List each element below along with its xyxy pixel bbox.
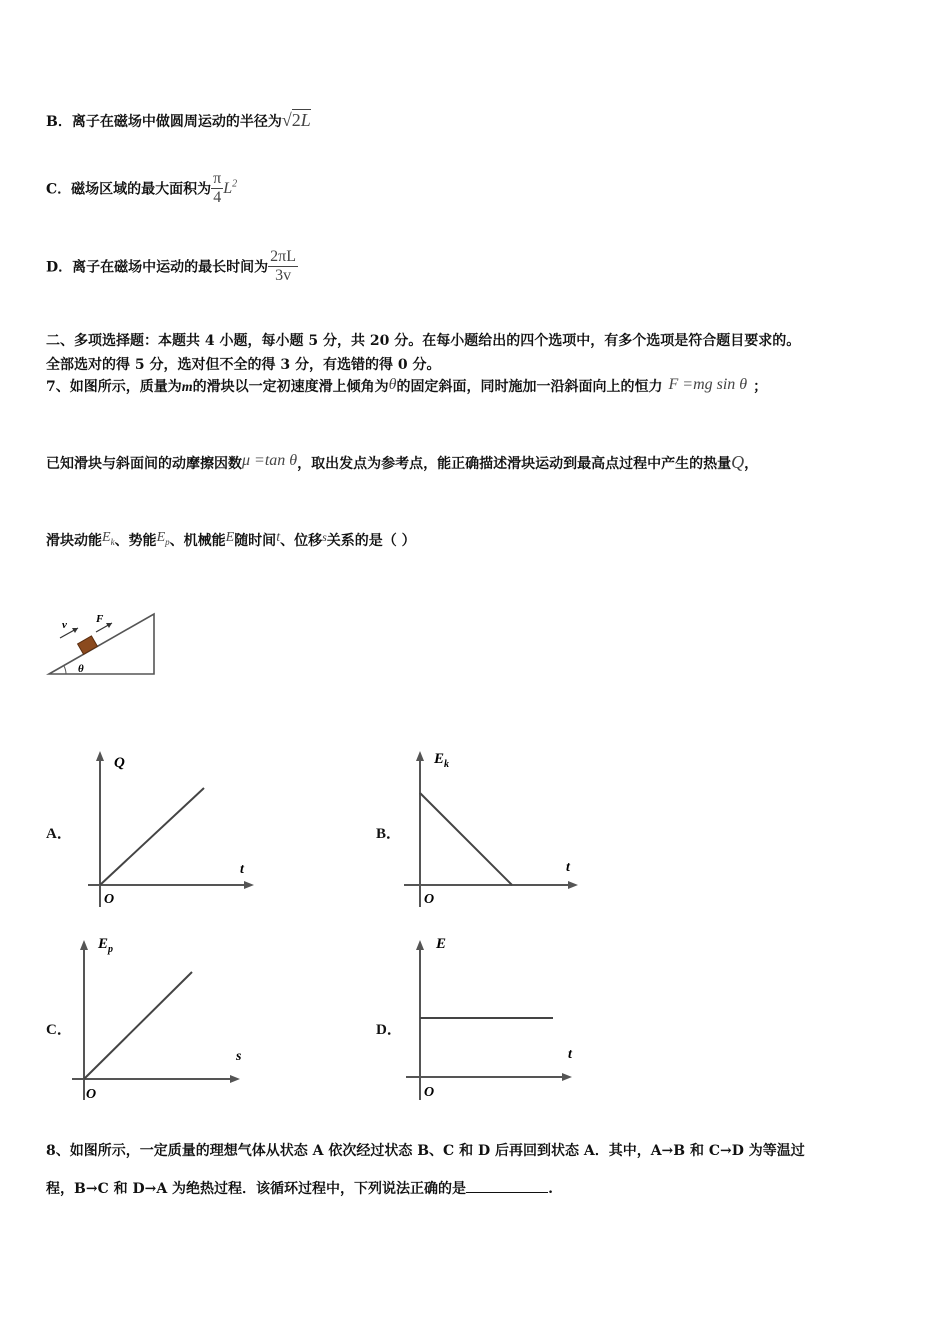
section2-line2: 全部选对的得 5 分，选对但不全的得 3 分，有选错的得 0 分。 <box>46 357 441 373</box>
q7-line2: 已知滑块与斜面间的动摩擦因数μ =tan θ，取出发点为参考点，能正确描述滑块运动到最高点过程中产生的热量Q， <box>46 452 759 472</box>
q6-option-c-var: $L^2$ <box>223 178 238 197</box>
q6-option-c-fraction: $\frac{\pi}{4}$ <box>213 170 222 206</box>
q6-option-d-fraction: $\frac{2\pi L}{3v}$ <box>270 248 296 284</box>
section2-line1: 二、多项选择题：本题共 4 小题，每小题 5 分，共 20 分。在每小题给出的四个选项中，有多个选项是符合题目要求的。 <box>46 333 801 349</box>
option-c-y-axis: $E_p$ <box>98 936 114 955</box>
q7-ek-symbol: $E_k$ <box>102 530 115 547</box>
q6-option-b-text: B．离子在磁场中做圆周运动的半径为 <box>46 114 282 130</box>
q6-option-c <box>46 170 237 207</box>
q7-ep-symbol: $E_p$ <box>156 530 170 547</box>
q6-option-d-text: D．离子在磁场中运动的最长时间为 <box>46 259 269 276</box>
q7-mass-symbol: m <box>181 380 193 395</box>
option-d-origin: O <box>424 1085 435 1100</box>
q7-line1: 7、如图所示，质量为m的滑块以一定初速度滑上倾角为θ的固定斜面，同时施加一沿斜面向上的恒力 F =mg sin θ ； <box>46 376 768 395</box>
incline-figure <box>44 606 162 680</box>
q7-line3: 滑块动能$E_k$、势能$E_p$、机械能E随时间t、位移s关系的是（ ） <box>46 530 416 549</box>
q6-option-c-text: C．磁场区域的最大面积为 <box>46 181 212 198</box>
option-b-label[interactable]: B． <box>376 826 402 842</box>
q6-option-d <box>46 248 298 285</box>
q6-option-b <box>46 110 311 131</box>
q7-e-symbol: E <box>225 530 235 545</box>
option-d-graph[interactable] <box>400 930 585 1105</box>
option-c-label[interactable]: C． <box>46 1022 72 1038</box>
option-c-origin: O <box>86 1087 97 1102</box>
q8-answer-blank[interactable] <box>466 1192 548 1193</box>
option-b-line <box>420 793 512 885</box>
q7-mu-equation: μ =tan θ <box>242 452 298 469</box>
option-b-x-axis: t <box>566 860 570 875</box>
option-b-graph[interactable] <box>400 745 585 915</box>
option-b-origin: O <box>424 892 435 907</box>
q6-option-b-math: √2L <box>281 110 311 130</box>
option-b-y-axis: $E_k$ <box>434 751 450 770</box>
q7-heat-symbol: Q <box>731 452 745 472</box>
slider-block <box>78 636 98 654</box>
q7-s-symbol: s <box>322 530 327 544</box>
option-d-label[interactable]: D． <box>376 1022 402 1038</box>
q7-t-symbol: t <box>276 530 281 545</box>
option-a-y-axis: Q <box>114 755 125 771</box>
q7-force-equation: F =mg sin θ <box>668 376 748 393</box>
option-a-origin: O <box>104 892 115 907</box>
option-d-x-axis: t <box>568 1047 572 1062</box>
option-c-line <box>84 972 192 1079</box>
q8-line1: 8、如图所示，一定质量的理想气体从状态 A 依次经过状态 B、C 和 D 后再回到状态 A．其中，A→B 和 C→D 为等温过 <box>46 1143 805 1159</box>
option-c-x-axis: s <box>236 1049 242 1064</box>
option-a-line <box>100 788 204 885</box>
q7-theta-symbol: θ <box>388 376 397 393</box>
angle-label: θ <box>78 663 84 675</box>
q8-line2: 程，B→C 和 D→A 为绝热过程．该循环过程中，下列说法正确的是 . <box>46 1181 553 1197</box>
option-c-graph[interactable] <box>64 930 254 1105</box>
option-a-label[interactable]: A． <box>46 826 72 842</box>
option-d-y-axis: E <box>436 936 447 952</box>
force-label: F <box>96 613 104 625</box>
velocity-label: v <box>62 619 67 631</box>
option-a-x-axis: t <box>240 862 244 877</box>
option-a-graph[interactable] <box>80 745 260 915</box>
